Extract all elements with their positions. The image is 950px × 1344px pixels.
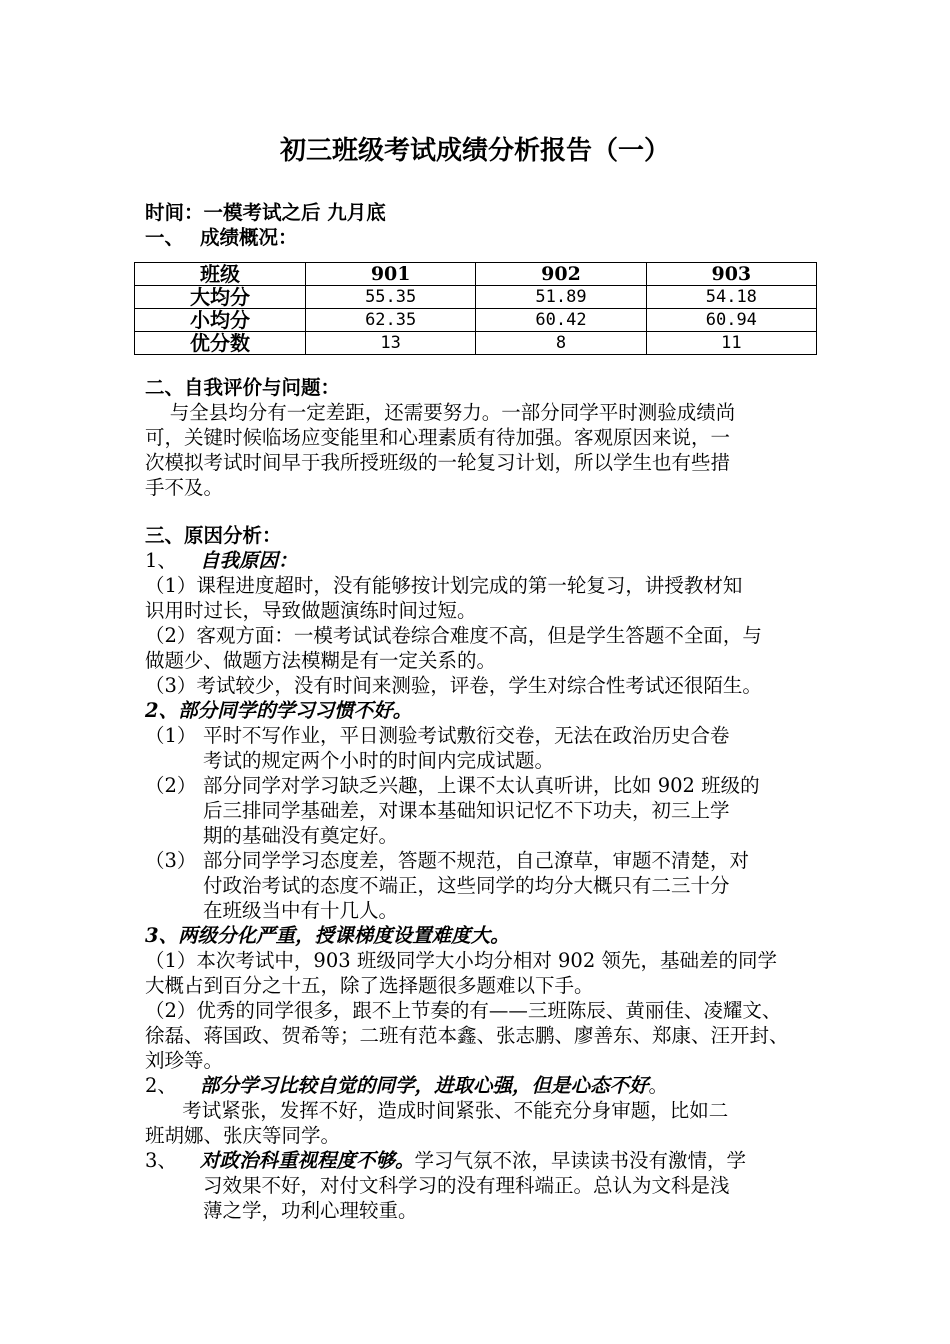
- table-cell: 11: [646, 332, 816, 355]
- paragraph-line: 可，关键时候临场应变能里和心理素质有待加强。客观原因来说，一: [145, 426, 731, 449]
- paragraph-line: 付政治考试的态度不端正，这些同学的均分大概只有二三十分: [203, 874, 730, 897]
- table-cell: 54.18: [646, 286, 816, 309]
- paragraph-line: 薄之学，功利心理较重。: [203, 1199, 418, 1222]
- time-line: 时间：一模考试之后 九月底: [145, 201, 386, 224]
- list-item-num: （1）: [145, 724, 197, 747]
- paragraph-line: （2）客观方面：一模考试试卷综合难度不高，但是学生答题不全面，与: [145, 624, 762, 647]
- list-item-num: （2）: [145, 774, 197, 797]
- paragraph-line: 后三排同学基础差，对课本基础知识记忆不下功夫，初三上学: [203, 799, 730, 822]
- table-cell: 8: [476, 332, 646, 355]
- paragraph-line: （1）本次考试中，903 班级同学大小均分相对 902 领先，基础差的同学: [145, 949, 777, 972]
- table-row: [135, 309, 817, 332]
- score-table: [134, 262, 817, 355]
- table-row: [135, 332, 817, 355]
- table-cell: 60.42: [476, 309, 646, 332]
- table-cell: 62.35: [306, 309, 476, 332]
- table-row: [135, 286, 817, 309]
- document-title: 初三班级考试成绩分析报告（一）: [279, 136, 670, 166]
- table-cell: 13: [306, 332, 476, 355]
- table-header-cell: 903: [646, 263, 816, 286]
- sub4-num: 2、: [145, 1074, 177, 1097]
- paragraph-line: 刘珍等。: [145, 1049, 224, 1072]
- paragraph-line: 手不及。: [145, 476, 224, 499]
- paragraph-line: 班胡娜、张庆等同学。: [145, 1124, 341, 1147]
- paragraph-line: 在班级当中有十几人。: [203, 899, 399, 922]
- paragraph-line: 平时不写作业，平日测验考试敷衍交卷，无法在政治历史合卷: [203, 724, 730, 747]
- paragraph-line: 次模拟考试时间早于我所授班级的一轮复习计划，所以学生也有些措: [145, 451, 731, 474]
- paragraph-line: 期的基础没有奠定好。: [203, 824, 399, 847]
- section1-title: 成绩概况：: [200, 226, 298, 249]
- section3-heading: 三、原因分析：: [145, 524, 282, 547]
- paragraph-line: 与全县均分有一定差距，还需要努力。一部分同学平时测验成绩尚: [145, 401, 736, 424]
- sub1-heading: [145, 548, 825, 573]
- table-cell: 优分数: [135, 332, 306, 355]
- paragraph-line: 部分同学对学习缺乏兴趣，上课不太认真听讲，比如 902 班级的: [203, 774, 760, 797]
- paragraph-line: 识用时过长，导致做题演练时间过短。: [145, 599, 477, 622]
- sub4-tail: 。: [648, 1074, 669, 1097]
- paragraph-line: 考试紧张，发挥不好，造成时间紧张、不能充分身审题，比如二: [145, 1099, 729, 1122]
- section1-num: 一、: [145, 226, 185, 249]
- sub5-title: 对政治科重视程度不够。: [200, 1149, 415, 1172]
- table-cell: 大均分: [135, 286, 306, 309]
- paragraph-line: （2）优秀的同学很多，跟不上节奏的有——三班陈辰、黄丽佳、凌耀文、: [145, 999, 782, 1022]
- section1-heading: [145, 225, 825, 250]
- section2-heading: 二、自我评价与问题：: [145, 376, 341, 399]
- list-item-num: （3）: [145, 849, 197, 872]
- sub4-title: 部分学习比较自觉的同学，进取心强，但是心态不好: [200, 1074, 649, 1097]
- table-header-cell: 902: [476, 263, 646, 286]
- table-cell: 55.35: [306, 286, 476, 309]
- paragraph-line: 考试的规定两个小时的时间内完成试题。: [203, 749, 555, 772]
- sub5-num: 3、: [145, 1149, 177, 1172]
- sub1-num: 1、: [145, 549, 177, 572]
- paragraph-line: 做题少、做题方法模糊是有一定关系的。: [145, 649, 497, 672]
- table-cell: 小均分: [135, 309, 306, 332]
- table-header-cell: 901: [306, 263, 476, 286]
- sub1-title: 自我原因：: [200, 549, 298, 572]
- paragraph-line: 徐磊、蒋国政、贺希等；二班有范本鑫、张志鹏、廖善东、郑康、汪开封、: [145, 1024, 789, 1047]
- sub5-heading: [145, 1148, 825, 1173]
- table-cell: 51.89: [476, 286, 646, 309]
- paragraph-line: （1）课程进度超时，没有能够按计划完成的第一轮复习，讲授教材知: [145, 574, 743, 597]
- paragraph-line: 习效果不好，对付文科学习的没有理科端正。总认为文科是浅: [203, 1174, 730, 1197]
- table-header-row: [135, 263, 817, 286]
- sub2-heading: 2、部分同学的学习习惯不好。: [145, 699, 413, 722]
- table-cell: 60.94: [646, 309, 816, 332]
- sub4-heading: [145, 1073, 825, 1098]
- sub5-tail: 学习气氛不浓，早读读书没有激情，学: [414, 1149, 747, 1172]
- sub3-heading: 3、两级分化严重，授课梯度设置难度大。: [145, 924, 510, 947]
- paragraph-line: （3）考试较少，没有时间来测验，评卷，学生对综合性考试还很陌生。: [145, 674, 762, 697]
- paragraph-line: 部分同学学习态度差，答题不规范，自己潦草，审题不清楚，对: [203, 849, 750, 872]
- table-header-cell: 班级: [135, 263, 306, 286]
- paragraph-line: 大概占到百分之十五，除了选择题很多题难以下手。: [145, 974, 594, 997]
